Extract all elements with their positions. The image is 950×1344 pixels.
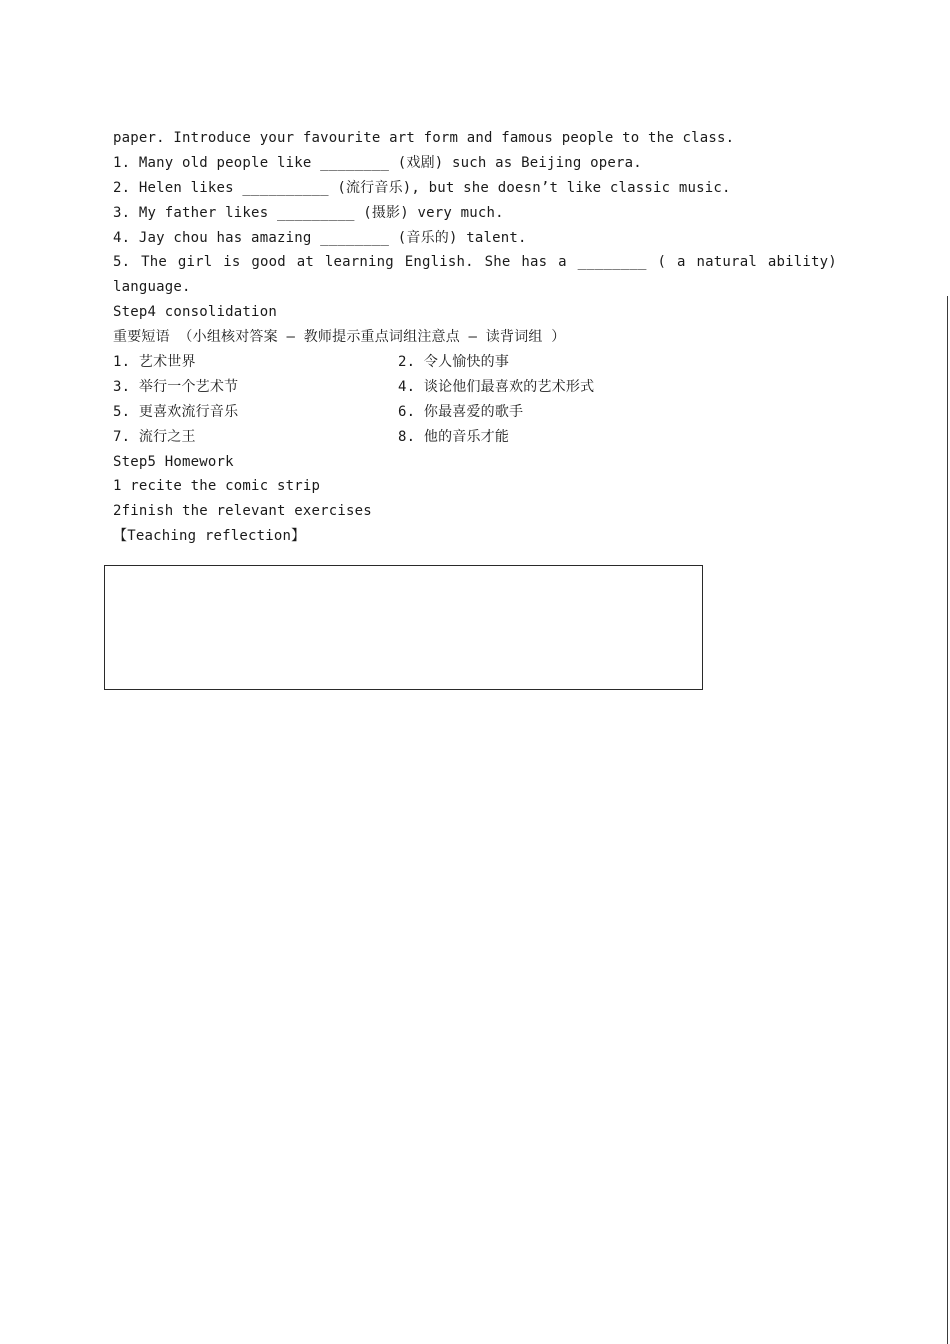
exercise-5-word: a xyxy=(677,254,686,271)
phrase-item: 1. 艺术世界 xyxy=(113,354,196,371)
exercise-5-word: good xyxy=(251,254,286,271)
step4-title: Step4 consolidation xyxy=(113,304,277,321)
intro-line: paper. Introduce your favourite art form and famous people to the class. xyxy=(113,130,735,146)
exercise-5-word: at xyxy=(296,254,315,271)
homework-item: 1 recite the comic strip xyxy=(113,478,321,495)
exercise-4: 4. Jay chou has amazing ________ (音乐的) talent. xyxy=(113,229,527,246)
exercise-5-word: The xyxy=(141,254,168,271)
exercise-5-blank: ________ xyxy=(577,254,647,271)
phrase-item: 8. 他的音乐才能 xyxy=(398,428,510,445)
exercise-5-word: is xyxy=(223,254,241,271)
exercise-5-continuation: language. xyxy=(113,279,191,296)
exercise-1: 1. Many old people like ________ (戏剧) such as Beijing opera. xyxy=(113,154,642,171)
exercise-5 xyxy=(113,250,837,275)
exercise-5-word: She xyxy=(484,254,511,271)
exercise-5-word: a xyxy=(558,254,567,271)
phrase-item: 2. 令人愉快的事 xyxy=(398,354,510,371)
phrase-row xyxy=(113,425,837,450)
exercise-3: 3. My father likes _________ (摄影) very much. xyxy=(113,204,504,221)
step5-title: Step5 Homework xyxy=(113,453,234,470)
reflection-label: 【Teaching reflection】 xyxy=(113,528,306,545)
exercise-5-word: learning xyxy=(324,254,394,271)
exercise-5-word: natural xyxy=(696,254,757,271)
exercise-2: 2. Helen likes __________ (流行音乐), but she doesn’t like classic music. xyxy=(113,179,731,196)
homework-item: 2finish the relevant exercises xyxy=(113,503,372,520)
exercise-5-word: has xyxy=(521,254,548,271)
page-right-edge xyxy=(947,296,948,1344)
phrase-row xyxy=(113,400,837,425)
exercise-5-word: ( xyxy=(657,254,667,271)
phrase-item: 7. 流行之王 xyxy=(113,428,196,445)
phrase-row xyxy=(113,350,837,375)
worksheet-content xyxy=(113,126,837,549)
exercise-5-word: English. xyxy=(404,254,474,271)
phrase-item: 4. 谈论他们最喜欢的艺术形式 xyxy=(398,378,595,395)
exercise-5-word: 5. xyxy=(113,254,131,271)
phrase-row xyxy=(113,375,837,400)
phrase-item: 6. 你最喜爱的歌手 xyxy=(398,403,524,420)
exercise-5-word: ability) xyxy=(767,254,837,271)
step4-heading: 重要短语 （小组核对答案 – 教师提示重点词组注意点 – 读背词组 ） xyxy=(113,329,566,346)
phrase-item: 3. 举行一个艺术节 xyxy=(113,378,239,395)
exercise-5-word: girl xyxy=(177,254,213,271)
phrase-item: 5. 更喜欢流行音乐 xyxy=(113,403,239,420)
teaching-reflection-box xyxy=(104,565,703,690)
